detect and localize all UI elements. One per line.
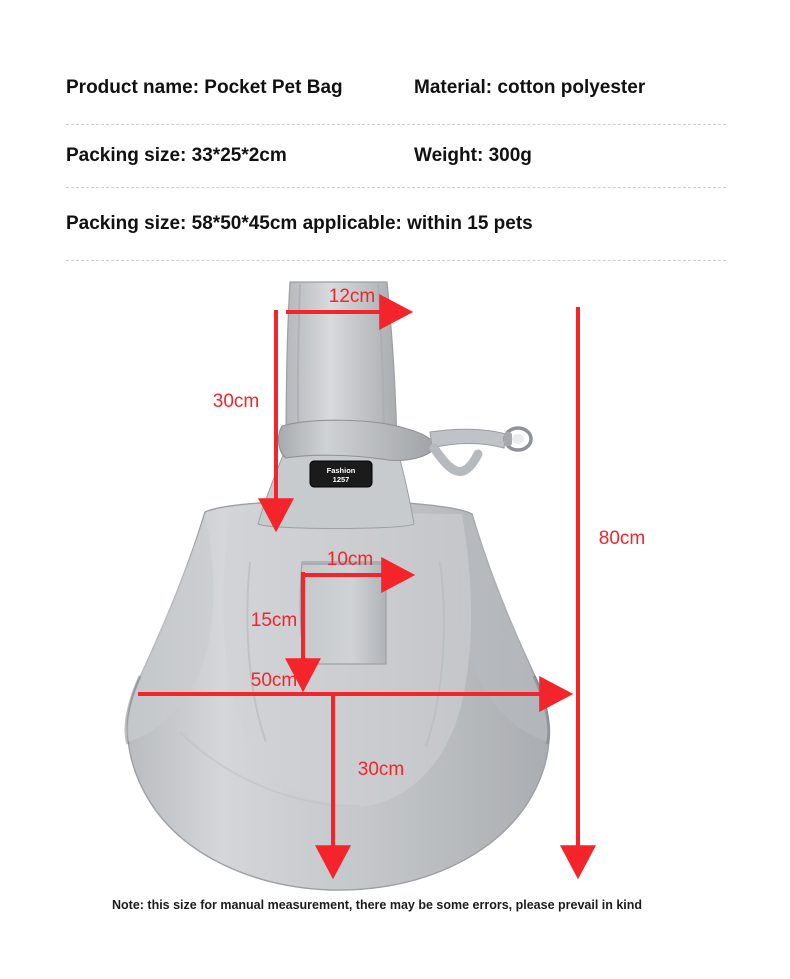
product-dimension-diagram bbox=[0, 262, 790, 892]
dim-label-body-height: 30cm bbox=[357, 759, 405, 780]
brand-label-line1: Fashion bbox=[326, 466, 356, 475]
dim-label-body-width: 50cm bbox=[250, 670, 298, 691]
front-pocket bbox=[300, 562, 386, 664]
leash-loop bbox=[434, 448, 478, 471]
brand-label bbox=[310, 461, 372, 487]
table-row bbox=[66, 188, 726, 261]
adjuster-band bbox=[279, 420, 436, 460]
dim-label-top-width: 12cm bbox=[328, 286, 376, 307]
snap-hook-icon bbox=[504, 428, 531, 450]
table-row bbox=[66, 125, 726, 188]
specification-table bbox=[66, 52, 726, 261]
dim-label-pocket-width: 10cm bbox=[326, 549, 374, 570]
measurement-note: Note: this size for manual measurement, there may be some errors, please prevail in kind bbox=[112, 898, 643, 912]
spec-material: Material: cotton polyester bbox=[414, 77, 646, 99]
spec-product-name: Product name: Pocket Pet Bag bbox=[66, 77, 343, 99]
spec-packing-size: Packing size: 33*25*2cm bbox=[66, 145, 287, 167]
leash-webbing bbox=[430, 429, 506, 448]
table-row bbox=[66, 52, 726, 125]
spec-weight: Weight: 300g bbox=[414, 145, 532, 167]
dim-label-total-height: 80cm bbox=[598, 528, 646, 549]
spec-carton-size: Packing size: 58*50*45cm applicable: within 15 pets bbox=[66, 213, 533, 235]
dim-label-strap-height: 30cm bbox=[212, 391, 260, 412]
bag-illustration bbox=[126, 282, 549, 890]
brand-label-line2: 1257 bbox=[332, 475, 350, 484]
dim-label-pocket-height: 15cm bbox=[250, 610, 298, 631]
